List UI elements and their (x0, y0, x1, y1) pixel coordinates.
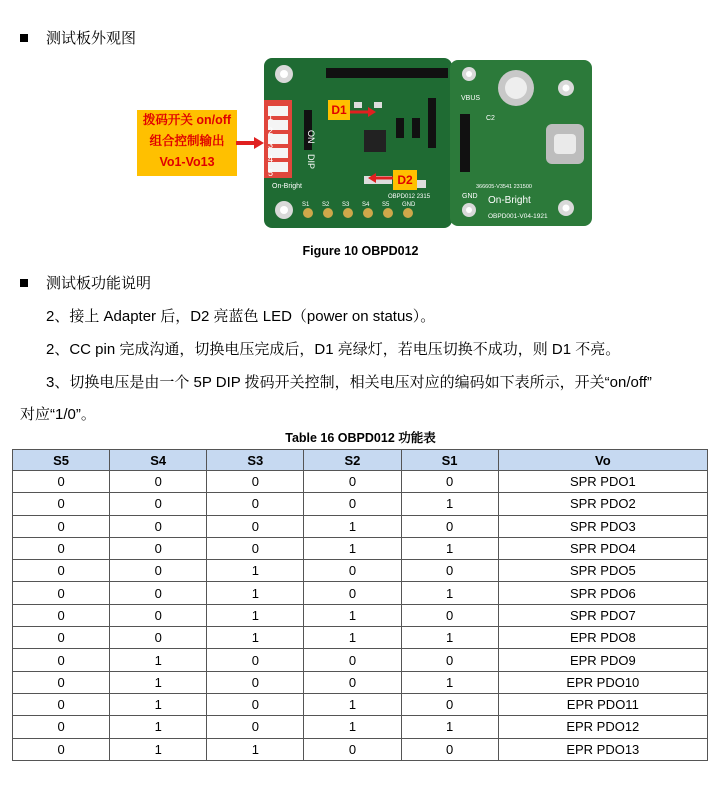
cell-switch: 0 (110, 537, 207, 559)
cell-vo: SPR PDO3 (498, 515, 707, 537)
svg-text:GND: GND (402, 202, 416, 208)
cell-vo: SPR PDO1 (498, 471, 707, 493)
cell-switch: 1 (207, 582, 304, 604)
cell-switch: 0 (207, 693, 304, 715)
cell-switch: 0 (110, 515, 207, 537)
cell-switch: 0 (110, 493, 207, 515)
section-heading-function (20, 272, 151, 293)
table-row (13, 560, 708, 582)
cell-switch: 0 (304, 471, 401, 493)
cell-switch: 0 (207, 515, 304, 537)
cell-switch: 0 (110, 604, 207, 626)
cell-switch: 1 (304, 693, 401, 715)
cell-switch: 1 (304, 627, 401, 649)
svg-text:S2: S2 (322, 202, 330, 208)
cell-switch: 0 (401, 649, 498, 671)
cell-switch: 1 (110, 671, 207, 693)
cell-switch: 0 (207, 671, 304, 693)
bullet-icon (20, 279, 28, 287)
paragraph-2: 2、CC pin 完成沟通，切换电压完成后，D1 亮绿灯，若电压切换不成功，则 D1 不亮。 (46, 341, 621, 358)
bullet-icon (20, 34, 28, 42)
header-s3: S3 (207, 450, 304, 471)
header-s5: S5 (13, 450, 110, 471)
cell-vo: EPR PDO11 (498, 693, 707, 715)
cell-switch: 0 (401, 560, 498, 582)
cell-vo: EPR PDO9 (498, 649, 707, 671)
cell-switch: 0 (207, 649, 304, 671)
svg-text:On-Bright: On-Bright (488, 195, 531, 206)
dip-annotation-box (137, 110, 237, 176)
cell-vo: EPR PDO13 (498, 738, 707, 760)
svg-text:OBPD012 2315: OBPD012 2315 (388, 194, 431, 200)
svg-text:S5: S5 (382, 202, 390, 208)
cell-switch: 0 (13, 716, 110, 738)
annotation-line1: 拨码开关 on/off (142, 113, 232, 127)
cell-switch: 1 (110, 693, 207, 715)
pcb-illustration (264, 58, 594, 228)
svg-text:C2: C2 (486, 115, 495, 122)
section-title: 测试板功能说明 (46, 275, 152, 292)
table-title: Table 16 OBPD012 功能表 (285, 431, 436, 445)
cell-switch: 0 (110, 582, 207, 604)
cell-switch: 0 (13, 738, 110, 760)
cell-switch: 1 (304, 716, 401, 738)
svg-text:DIP: DIP (306, 154, 316, 170)
cell-switch: 0 (13, 671, 110, 693)
cell-switch: 0 (401, 604, 498, 626)
cell-switch: 0 (13, 493, 110, 515)
cell-switch: 0 (304, 582, 401, 604)
cell-vo: EPR PDO10 (498, 671, 707, 693)
ic-chip (364, 130, 386, 152)
cell-switch: 0 (207, 537, 304, 559)
header-vo: Vo (498, 450, 707, 471)
svg-text:S3: S3 (342, 202, 350, 208)
annotation-line2: 组合控制输出 (149, 134, 225, 148)
table-header-row (13, 450, 708, 471)
cell-switch: 1 (110, 738, 207, 760)
annotation-arrow-icon (236, 136, 266, 150)
cell-switch: 0 (13, 471, 110, 493)
table-row (13, 649, 708, 671)
section-heading-appearance (20, 27, 136, 48)
cell-vo: SPR PDO7 (498, 604, 707, 626)
cell-switch: 0 (401, 515, 498, 537)
table-row (13, 582, 708, 604)
cell-switch: 0 (401, 471, 498, 493)
board-photo (264, 58, 594, 228)
svg-text:GND: GND (462, 193, 478, 200)
cell-switch: 0 (401, 693, 498, 715)
cell-vo: SPR PDO6 (498, 582, 707, 604)
cell-switch: 0 (401, 738, 498, 760)
pcb-main (264, 58, 452, 228)
cell-switch: 1 (207, 604, 304, 626)
svg-text:S4: S4 (362, 202, 370, 208)
table-row (13, 604, 708, 626)
cell-switch: 1 (401, 671, 498, 693)
cell-switch: 0 (304, 493, 401, 515)
cell-switch: 1 (207, 738, 304, 760)
cell-switch: 0 (13, 649, 110, 671)
cell-switch: 1 (110, 716, 207, 738)
cell-switch: 0 (304, 560, 401, 582)
function-table (12, 449, 708, 761)
cell-switch: 1 (207, 627, 304, 649)
cell-switch: 0 (110, 627, 207, 649)
cell-switch: 0 (13, 627, 110, 649)
cell-switch: 0 (13, 537, 110, 559)
cell-switch: 1 (304, 537, 401, 559)
paragraph-3a: 3、切换电压是由一个 5P DIP 拨码开关控制，相关电压对应的编码如下表所示，开关“on/off” (46, 374, 652, 391)
annotation-line3: Vo1-Vo13 (159, 155, 215, 169)
cell-switch: 1 (304, 604, 401, 626)
table-row (13, 537, 708, 559)
table-body (13, 471, 708, 761)
cell-switch: 0 (110, 560, 207, 582)
cell-switch: 0 (13, 560, 110, 582)
cell-switch: 0 (13, 693, 110, 715)
table-row (13, 738, 708, 760)
cell-vo: SPR PDO2 (498, 493, 707, 515)
cell-switch: 1 (207, 560, 304, 582)
dip-numbers: 1 2 3 4 5 (268, 112, 274, 178)
table-row (13, 627, 708, 649)
section-title: 测试板外观图 (46, 30, 137, 47)
svg-text:OBPD001-V04-1921: OBPD001-V04-1921 (488, 213, 548, 220)
paragraph-3b: 对应“1/0”。 (20, 406, 96, 423)
d1-tag: D1 (328, 100, 350, 120)
cell-switch: 1 (401, 537, 498, 559)
paragraph-1: 2、接上 Adapter 后，D2 亮蓝色 LED（power on status）。 (46, 308, 436, 325)
header-s1: S1 (401, 450, 498, 471)
cell-switch: 0 (207, 716, 304, 738)
cell-switch: 1 (110, 649, 207, 671)
cell-switch: 0 (304, 671, 401, 693)
table-row (13, 693, 708, 715)
cell-switch: 0 (13, 582, 110, 604)
cell-switch: 1 (304, 515, 401, 537)
svg-text:On-Bright: On-Bright (272, 183, 302, 190)
svg-text:S1: S1 (302, 202, 310, 208)
cell-vo: EPR PDO12 (498, 716, 707, 738)
cell-switch: 0 (13, 604, 110, 626)
cell-vo: SPR PDO4 (498, 537, 707, 559)
cell-vo: SPR PDO5 (498, 560, 707, 582)
cell-switch: 0 (304, 738, 401, 760)
cell-switch: 1 (401, 716, 498, 738)
cell-switch: 0 (13, 515, 110, 537)
figure-caption: Figure 10 OBPD012 (302, 244, 419, 258)
svg-text:ON: ON (306, 130, 316, 144)
cell-vo: EPR PDO8 (498, 627, 707, 649)
table-row (13, 471, 708, 493)
svg-text:VBUS: VBUS (461, 95, 481, 102)
cell-switch: 1 (401, 627, 498, 649)
d2-tag: D2 (393, 170, 417, 190)
table-row (13, 716, 708, 738)
cell-switch: 1 (401, 493, 498, 515)
cell-switch: 0 (304, 649, 401, 671)
header-s2: S2 (304, 450, 401, 471)
table-row (13, 493, 708, 515)
cell-switch: 0 (207, 471, 304, 493)
table-row (13, 515, 708, 537)
cell-switch: 0 (110, 471, 207, 493)
cell-switch: 0 (207, 493, 304, 515)
cell-switch: 1 (401, 582, 498, 604)
header-s4: S4 (110, 450, 207, 471)
svg-text:366605-V3541 231500: 366605-V3541 231500 (476, 184, 532, 190)
table-row (13, 671, 708, 693)
